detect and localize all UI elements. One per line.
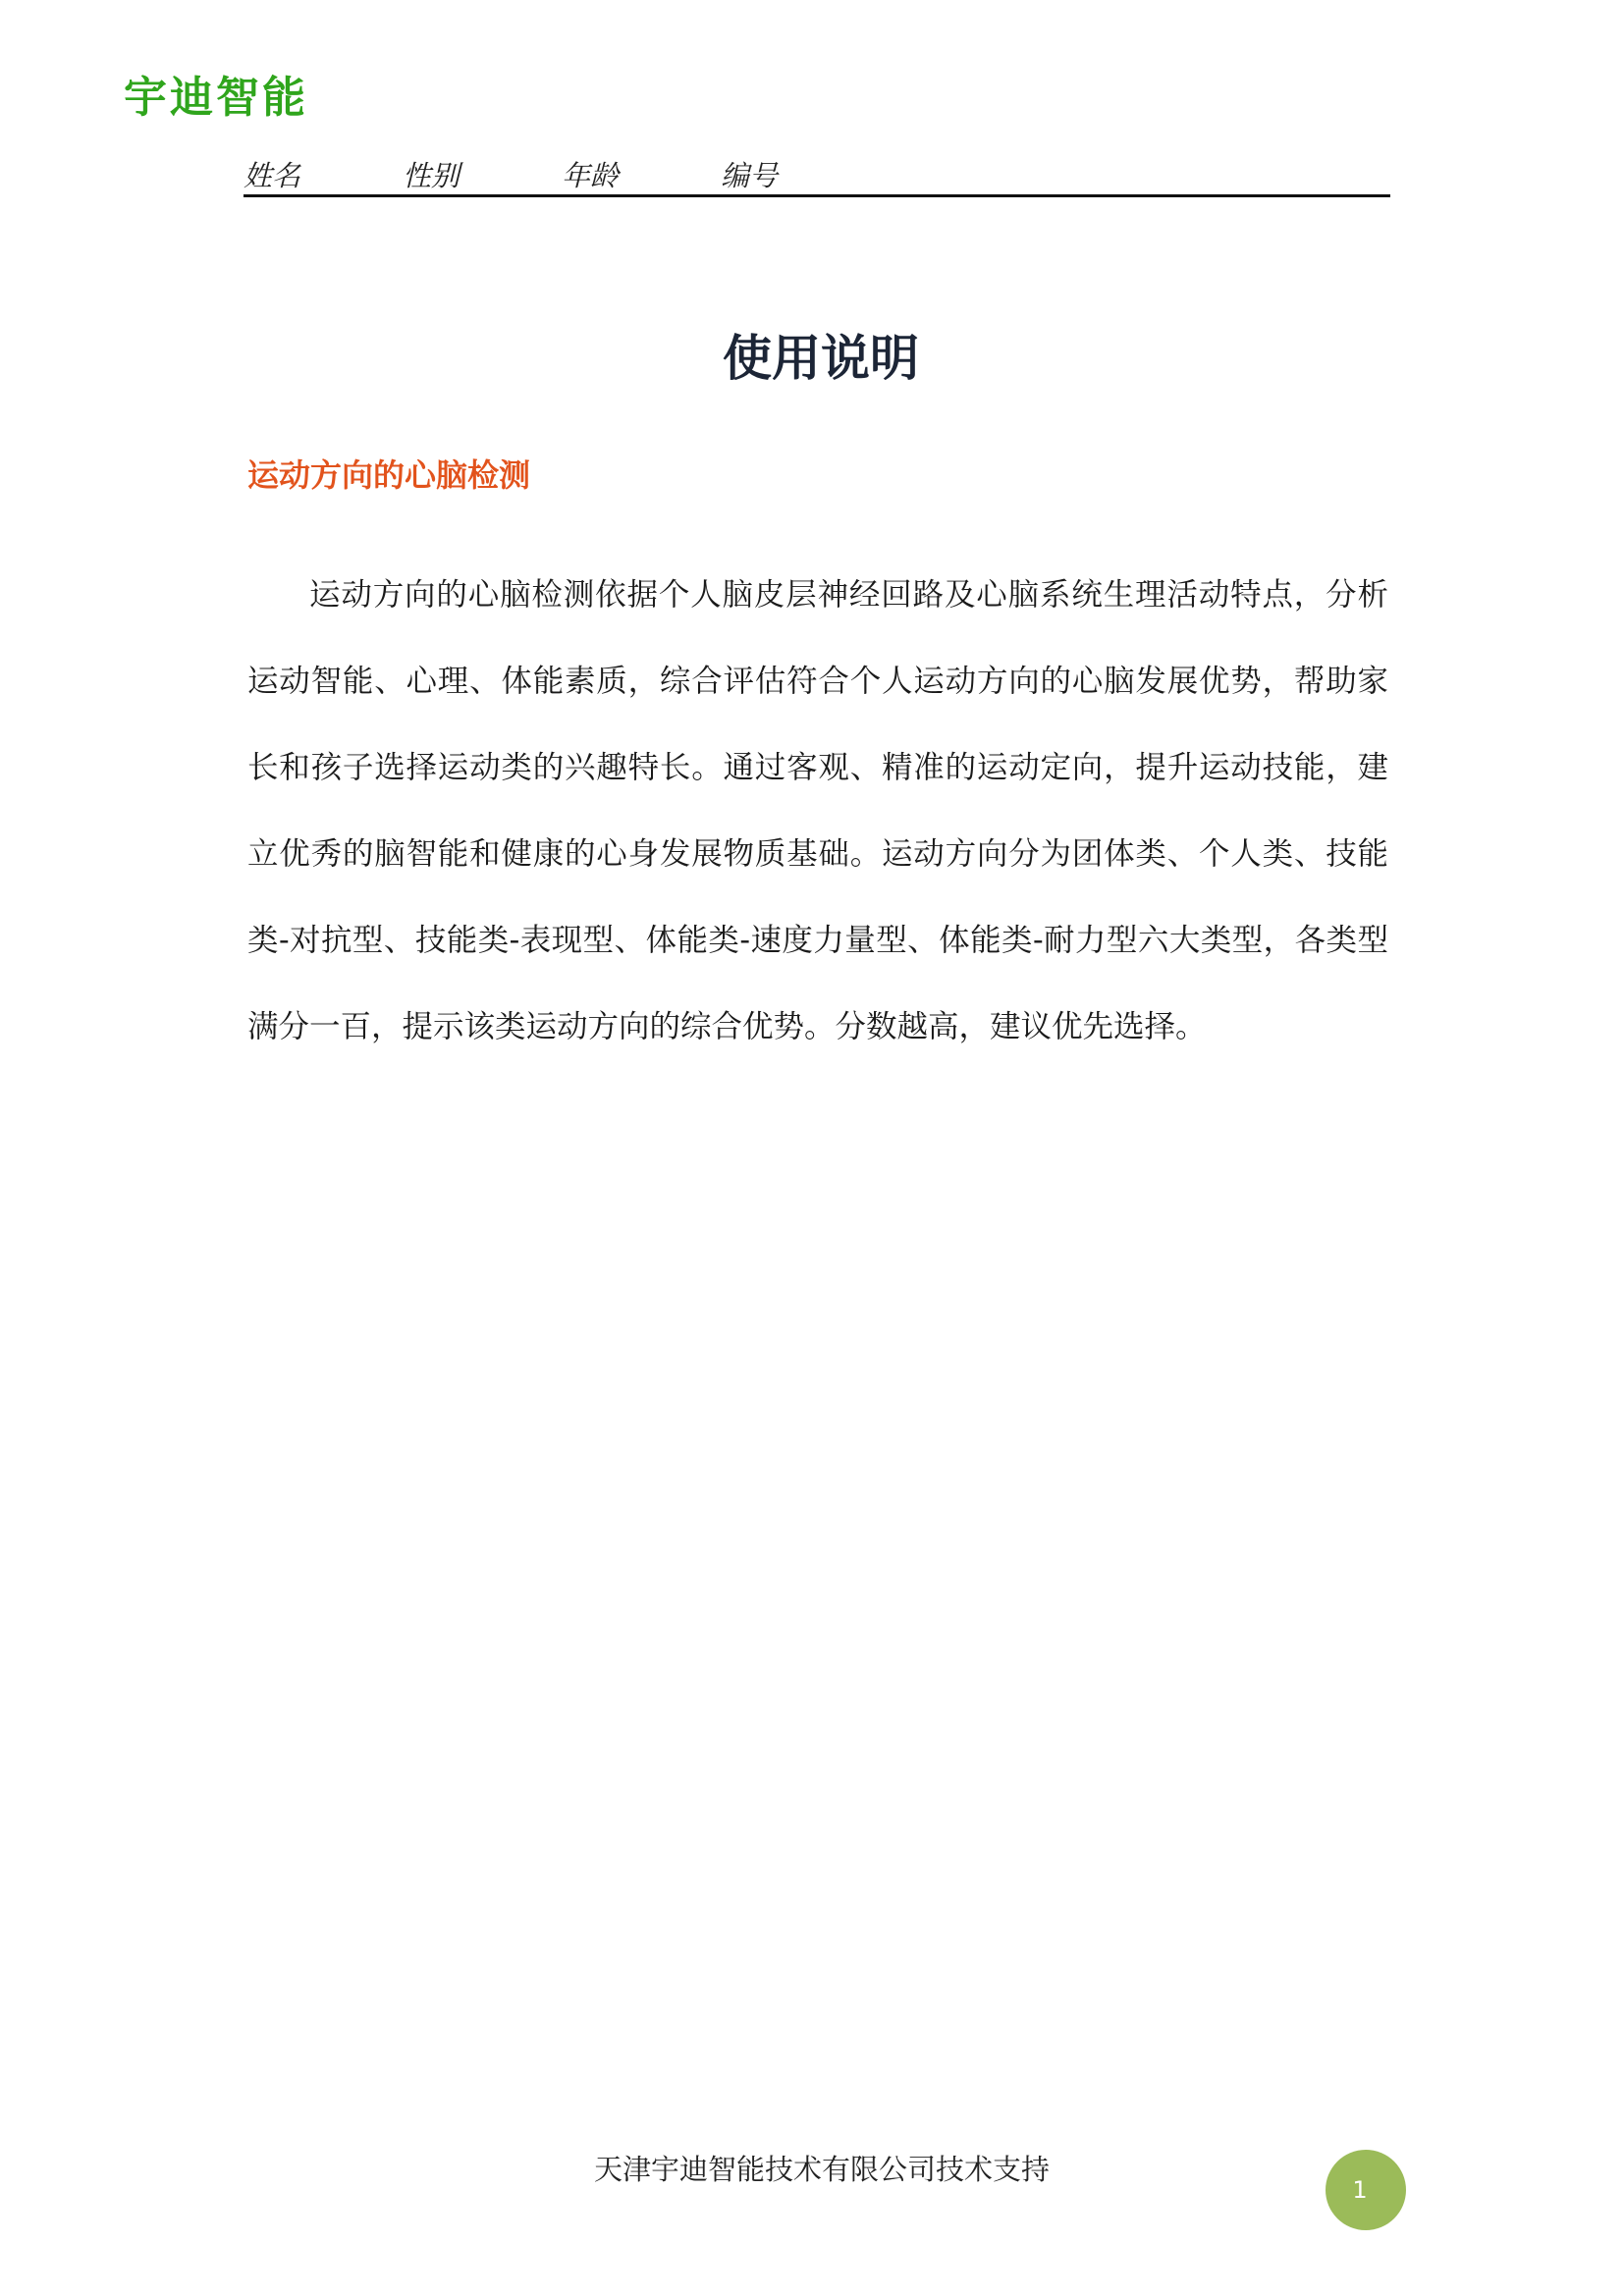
header-field-gender: 性别 [403,159,460,192]
section-heading: 运动方向的心脑检测 [247,456,531,494]
company-logo: 宇迪智能 [124,73,308,123]
section-paragraph: 运动方向的心脑检测依据个人脑皮层神经回路及心脑系统生理活动特点，分析运动智能、心理、体能素质，综合评估符合个人运动方向的心脑发展优势，帮助家长和孩子选择运动类的兴趣特长。通过客观、精准的运动定向，提升运动技能，建立优秀的脑智能和健康的心身发展物质基础。运动方向分为团体类、个人类、技能类-对抗型、技能类-表现型、体能类-速度力量型、体能类-耐力型六大类型，各类型满分一百，提示该类运动方向的综合优势。分数越高，建议优先选择。 [247,577,1388,1044]
header-field-name: 姓名 [244,159,301,192]
page-number-badge: 1 [1326,2150,1406,2230]
footer-support-text: 天津宇迪智能技术有限公司技术支持 [593,2153,1050,2186]
header-field-id: 编号 [721,159,779,192]
header-field-age: 年龄 [562,159,620,192]
page-title: 使用说明 [723,330,919,387]
header-fields [244,151,1390,197]
